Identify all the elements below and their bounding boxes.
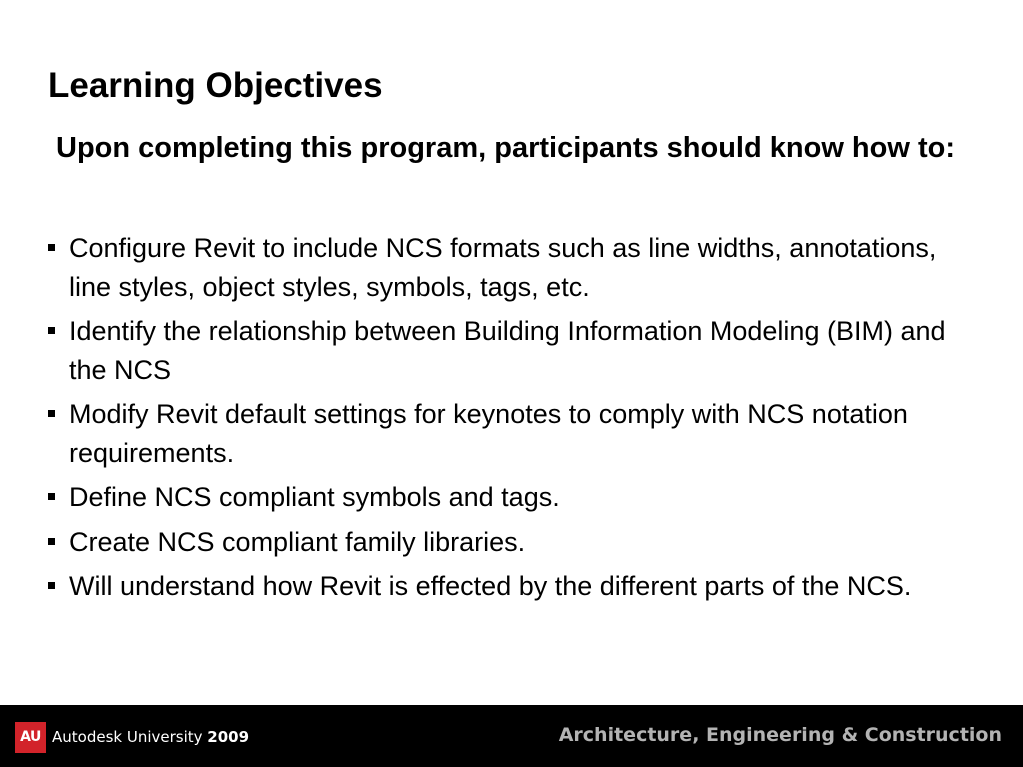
footer-bar [0, 705, 1023, 767]
footer-brand [52, 726, 249, 748]
square-bullet-icon [48, 493, 55, 500]
objectives-list [48, 229, 968, 612]
objective-item [48, 567, 968, 606]
square-bullet-icon [48, 327, 55, 334]
slide-subtitle: Upon completing this program, participants should know how to: [56, 132, 955, 164]
objective-text: Modify Revit default settings for keynotes to comply with NCS notation requirements. [69, 399, 908, 468]
objective-item [48, 523, 968, 562]
objective-text: Define NCS compliant symbols and tags. [69, 482, 560, 512]
objective-item [48, 395, 968, 472]
square-bullet-icon [48, 582, 55, 589]
objective-text: Create NCS compliant family libraries. [69, 526, 526, 557]
objective-text: Configure Revit to include NCS formats such as line widths, annotations, line styles, object styles, symbols, tags, etc. [69, 233, 937, 302]
au-logo-icon: AU [15, 722, 46, 753]
footer-org-name: Autodesk University [52, 728, 203, 746]
square-bullet-icon [48, 538, 55, 545]
objective-text: Will understand how Revit is effected by the different parts of the NCS. [69, 571, 912, 601]
footer-year: 2009 [207, 728, 250, 746]
objective-text: Identify the relationship between Building Information Modeling (BIM) and the NCS [69, 316, 946, 385]
objective-item [48, 478, 968, 517]
footer-tagline: Architecture, Engineering & Construction [558, 724, 1002, 746]
objective-item [48, 312, 968, 389]
square-bullet-icon [48, 244, 55, 251]
square-bullet-icon [48, 410, 55, 417]
objective-item [48, 229, 968, 306]
slide-title: Learning Objectives [48, 66, 383, 105]
